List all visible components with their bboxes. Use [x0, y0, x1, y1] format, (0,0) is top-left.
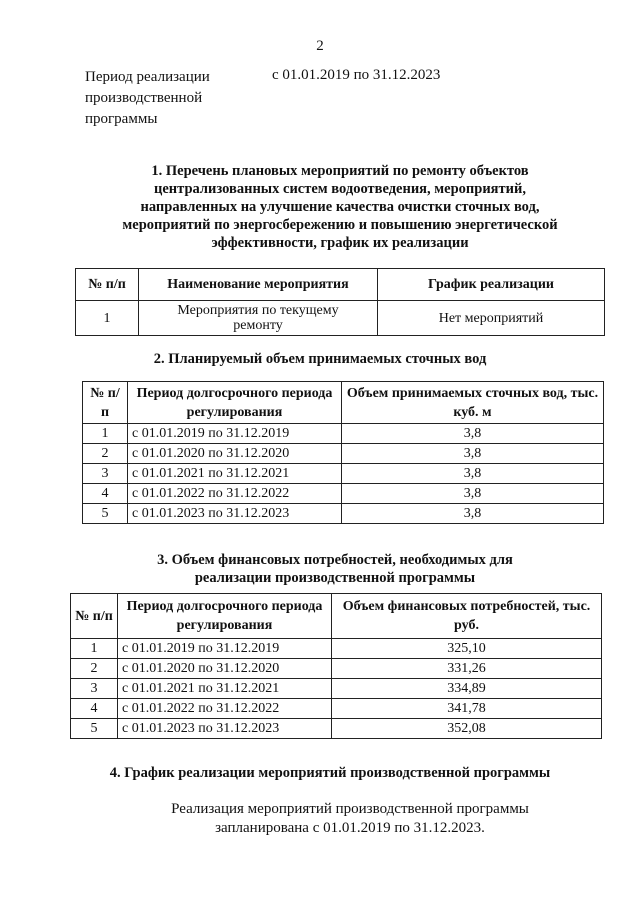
- cell-volume: 3,8: [342, 484, 604, 504]
- cell-period: с 01.01.2023 по 31.12.2023: [118, 719, 332, 739]
- cell-period: с 01.01.2022 по 31.12.2022: [128, 484, 342, 504]
- table-row: [83, 464, 604, 484]
- cell-period: с 01.01.2020 по 31.12.2020: [118, 659, 332, 679]
- table-header-row: [76, 269, 605, 301]
- cell-period: с 01.01.2020 по 31.12.2020: [128, 444, 342, 464]
- header-period: Период долгосрочного периода регулирования: [128, 382, 342, 424]
- table-row: [83, 484, 604, 504]
- period-label: [85, 67, 210, 130]
- section4-text: [0, 800, 640, 838]
- section1-title-line: направленных на улучшение качества очистки сточных вод,: [140, 199, 540, 215]
- cell-volume: 3,8: [342, 424, 604, 444]
- table-row: [83, 424, 604, 444]
- section2-title: 2. Планируемый объем принимаемых сточных вод: [153, 351, 487, 367]
- cell-num: 3: [71, 679, 118, 699]
- section3-title-line: 3. Объем финансовых потребностей, необходимых для: [157, 552, 513, 568]
- section1-title-line: централизованных систем водоотведения, мероприятий,: [154, 181, 526, 197]
- section4-text-line: запланирована с 01.01.2019 по 31.12.2023.: [215, 820, 485, 836]
- section1-title-line: 1. Перечень плановых мероприятий по ремонту объектов: [151, 163, 529, 179]
- cell-num: 1: [76, 301, 139, 336]
- cell-num: 1: [71, 639, 118, 659]
- cell-amount: 331,26: [332, 659, 602, 679]
- cell-period: с 01.01.2021 по 31.12.2021: [128, 464, 342, 484]
- cell-period: с 01.01.2023 по 31.12.2023: [128, 504, 342, 524]
- header-amount: Объем финансовых потребностей, тыс. руб.: [332, 594, 602, 639]
- section3-title: [30, 551, 640, 587]
- page-number: 2: [316, 38, 324, 54]
- period-label-line: Период реализации: [85, 69, 210, 85]
- cell-volume: 3,8: [342, 464, 604, 484]
- cell-period: с 01.01.2019 по 31.12.2019: [128, 424, 342, 444]
- period-label-line: производственной: [85, 90, 203, 106]
- cell-num: 5: [83, 504, 128, 524]
- section3-title-line: реализации производственной программы: [194, 570, 476, 586]
- cell-num: 4: [71, 699, 118, 719]
- wastewater-volume-table: [82, 381, 604, 524]
- table-row: [83, 504, 604, 524]
- header-schedule: График реализации: [378, 269, 605, 301]
- cell-period: с 01.01.2021 по 31.12.2021: [118, 679, 332, 699]
- table-header-row: [71, 594, 602, 639]
- cell-num: 2: [71, 659, 118, 679]
- cell-amount: 334,89: [332, 679, 602, 699]
- table-row: [71, 639, 602, 659]
- section4-title: 4. График реализации мероприятий производственной программы: [109, 765, 551, 781]
- cell-period: с 01.01.2019 по 31.12.2019: [118, 639, 332, 659]
- table-row: [71, 679, 602, 699]
- table-header-row: [83, 382, 604, 424]
- cell-num: 2: [83, 444, 128, 464]
- table-row: [83, 444, 604, 464]
- section1-title-line: эффективности, график их реализации: [211, 235, 469, 251]
- section1-title-line: мероприятий по энергосбережению и повышению энергетической: [122, 217, 558, 233]
- cell-schedule: Нет мероприятий: [378, 301, 605, 336]
- cell-period: с 01.01.2022 по 31.12.2022: [118, 699, 332, 719]
- period-label-line: программы: [85, 111, 158, 127]
- financial-needs-table: [70, 593, 602, 739]
- section4-text-line: Реализация мероприятий производственной программы: [171, 801, 529, 817]
- cell-volume: 3,8: [342, 444, 604, 464]
- table-row: [76, 301, 605, 336]
- header-period: Период долгосрочного периода регулирования: [118, 594, 332, 639]
- table-row: [71, 699, 602, 719]
- cell-event-name: Мероприятия по текущему ремонту: [139, 301, 378, 336]
- header-event-name: Наименование мероприятия: [139, 269, 378, 301]
- header-num: № п/п: [76, 269, 139, 301]
- cell-num: 1: [83, 424, 128, 444]
- table-row: [71, 719, 602, 739]
- cell-num: 3: [83, 464, 128, 484]
- cell-amount: 341,78: [332, 699, 602, 719]
- header-num: № п/п: [71, 594, 118, 639]
- cell-amount: 352,08: [332, 719, 602, 739]
- section1-title: [40, 162, 640, 252]
- cell-amount: 325,10: [332, 639, 602, 659]
- header-num: № п/п: [83, 382, 128, 424]
- cell-volume: 3,8: [342, 504, 604, 524]
- cell-num: 4: [83, 484, 128, 504]
- table-row: [71, 659, 602, 679]
- period-value: с 01.01.2019 по 31.12.2023: [272, 67, 441, 83]
- header-volume: Объем принимаемых сточных вод, тыс. куб. м: [342, 382, 604, 424]
- cell-num: 5: [71, 719, 118, 739]
- events-table: [75, 268, 605, 336]
